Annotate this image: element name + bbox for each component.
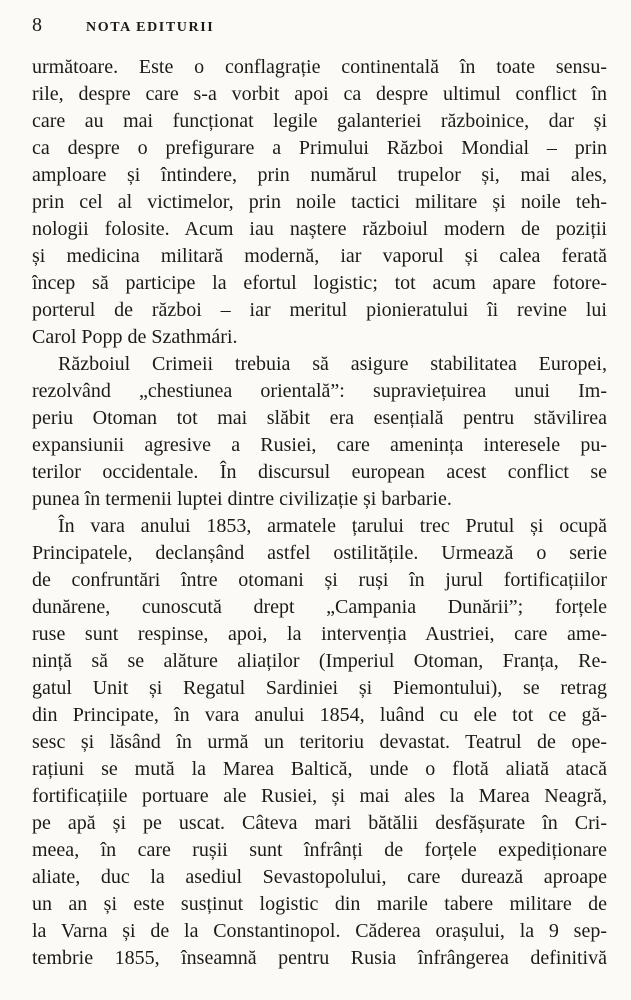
text-line: la Varna și de la Constantinopol. Căderea orașului, la 9 sep- [32, 920, 607, 942]
text-line: terilor occidentale. În discursul european acest conflict se [32, 461, 607, 483]
running-head [32, 14, 607, 44]
text-line: un an și este susținut logistic din marile tabere militare de [32, 893, 607, 915]
text-line: fortificațiile portuare ale Rusiei, și mai ales la Marea Neagră, [32, 785, 607, 807]
text-line: periu Otoman tot mai slăbit era esențială pentru stăvilirea [32, 407, 607, 429]
text-line: prin cel al victimelor, prin noile tactici militare și noile teh- [32, 191, 607, 213]
text-line: și medicina militară modernă, iar vaporul și calea ferată [32, 245, 607, 267]
text-line: tembrie 1855, înseamnă pentru Rusia înfrângerea definitivă [32, 947, 607, 969]
text-line: care au mai funcționat legile galanteriei războinice, dar și [32, 110, 607, 132]
text-line: pe apă și pe uscat. Câteva mari bătălii desfășurate în Cri- [32, 812, 607, 834]
text-line: amploare și întindere, prin numărul trupelor și, mai ales, [32, 164, 607, 186]
text-line: ruse sunt respinse, apoi, la intervenția Austriei, care ame- [32, 623, 607, 645]
text-line: din Principate, în vara anului 1854, luând cu ele tot ce gă- [32, 704, 607, 726]
text-line: nologii folosite. Acum iau naștere războiul modern de poziții [32, 218, 607, 240]
text-line: sesc și lăsând în urmă un teritoriu devastat. Teatrul de ope- [32, 731, 607, 753]
text-line: meea, în care rușii sunt înfrânți de forțele expediționare [32, 839, 607, 861]
text-line: nință să se alăture aliaților (Imperiul Otoman, Franța, Re- [32, 650, 607, 672]
body-text [32, 54, 607, 972]
running-head-title: NOTA EDITURII [86, 20, 215, 35]
text-line: de confruntări între otomani și ruși în jurul fortificațiilor [32, 569, 607, 591]
text-line: dunărene, cunoscută drept „Campania Dunării”; forțele [32, 596, 607, 618]
text-line: porterul de război – iar meritul pionieratului îi revine lui [32, 299, 607, 321]
text-line: următoare. Este o conflagrație continentală în toate sensu- [32, 56, 607, 78]
text-line: rile, despre care s-a vorbit apoi ca despre ultimul conflict în [32, 83, 607, 105]
page-number: 8 [32, 14, 43, 36]
text-line: gatul Unit și Regatul Sardiniei și Piemontului), se retrag [32, 677, 607, 699]
text-line: încep să participe la efortul logistic; tot acum apare fotore- [32, 272, 607, 294]
text-line: expansiunii agresive a Rusiei, care amenința interesele pu- [32, 434, 607, 456]
text-line: Principatele, declanșând astfel ostilitățile. Urmează o serie [32, 542, 607, 564]
text-line: rațiuni se mută la Marea Baltică, unde o flotă aliată atacă [32, 758, 607, 780]
text-line-paragraph-start: În vara anului 1853, armatele țarului trec Prutul și ocupă [58, 515, 607, 537]
text-line-paragraph-end: Carol Popp de Szathmári. [32, 326, 238, 348]
text-line: aliate, duc la asediul Sevastopolului, care durează aproape [32, 866, 607, 888]
text-line-paragraph-end: punea în termenii luptei dintre civilizație și barbarie. [32, 488, 452, 510]
text-line-paragraph-start: Războiul Crimeii trebuia să asigure stabilitatea Europei, [58, 353, 607, 375]
text-line: rezolvând „chestiunea orientală”: supraviețuirea unui Im- [32, 380, 607, 402]
text-line: ca despre o prefigurare a Primului Război Mondial – prin [32, 137, 607, 159]
